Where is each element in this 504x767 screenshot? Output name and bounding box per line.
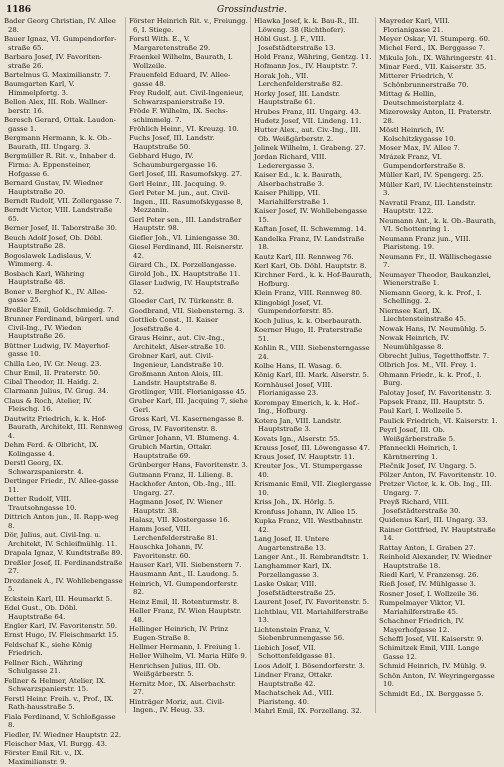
directory-entry: Grünberger Hans, Favoritenstr. 3. xyxy=(129,461,248,470)
directory-entry: Möstl Heinrich, IV. Kolschitzkygasse 10. xyxy=(379,126,456,143)
directory-entry: Kriss Joh., IX. Hörlg. 5. xyxy=(254,498,335,507)
directory-entry: Kolbe Hans, II. Wasag. 6. xyxy=(254,361,342,370)
directory-entry: Dertinger Friedr., IV. Allee-gasse 11. xyxy=(4,477,119,495)
directory-entry: Hauschka Johann, IV. Favoritenstr. 60. xyxy=(129,543,204,560)
directory-entry: Machatschek Ad., VIII. Piaristeng. 40. xyxy=(254,688,334,706)
directory-entry: Koch Julius, k. k. Oberbaurath. xyxy=(254,316,362,325)
directory-entry: Krauss Josef, III. Löwengasse 47. xyxy=(254,443,370,452)
directory-entry: Müller Karl, IV. Spengerg. 25. xyxy=(379,171,484,180)
directory-entry: Kautz Karl, III. Rennweg 76. xyxy=(254,252,354,261)
directory-entry: Fellner Rich., Währing Schulgasse 21. xyxy=(4,658,83,676)
directory-entry: Dreßler Josef, II. Ferdinandstraße 27. xyxy=(4,558,123,576)
directory-entry: Heinz Emil, II. Rotenturmstr. 8. xyxy=(129,597,240,606)
directory-entry: Neumayer Theodor, Baukanzlei, Wienerstraße 1. xyxy=(379,270,492,288)
directory-entry: Kornhäusel Josef, VIII. Florianigasse 23. xyxy=(254,380,333,398)
directory-entry: Palotay Josef, IV. Favoritenstr. 3. xyxy=(379,388,492,397)
directory-entry: Eckstein Karl, III. Heumarkt 5. xyxy=(4,594,113,603)
directory-entry: Hrubes Franz, III. Ungarg. 43. xyxy=(254,107,361,116)
directory-entry: Brunner Ferdinand, bürgerl. und Civil-Ing., IV. Wieden Hauptstraße 26. xyxy=(4,314,120,341)
directory-entry: Neumann Ant., k. k. Ob.-Baurath, VI. Schottenring 1. xyxy=(379,216,497,234)
directory-entry: Gottlieb Const., II. Kaiser Josefstraße 4. xyxy=(129,316,219,333)
directory-entry: Büttner Ludwig, IV. Mayerhof-gasse 10. xyxy=(4,341,110,359)
directory-entry: Reinhold Alexander, IV. Wiedner Hauptstraße 18. xyxy=(379,553,492,570)
directory-entry: Laske Oskar, VIII. Josefstädterstraße 25. xyxy=(254,580,336,598)
directory-entry: Kaiser Philipp, VII. Mariahilferstraße 1. xyxy=(254,189,329,207)
directory-entry: Neumann Fr., II. Wällischegasse 7. xyxy=(379,252,492,270)
directory-entry: Meyer Oskar, VI. Stumperg. 60. xyxy=(379,35,491,43)
running-head: Grossindustrie. xyxy=(217,5,287,15)
directory-entry: Förster Emil Rit. v., IX. Maximilianstr. 9. xyxy=(4,749,84,766)
directory-entry: Rattay Anton, I. Graben 27. xyxy=(379,543,476,552)
directory-entry: Detter Rudolf, VIII. Trautsohngasse 10. xyxy=(4,495,77,513)
directory-entry: Hamm Josef, VIII. Lerchenfelderstraße 81. xyxy=(129,525,218,542)
directory-entry: Schmidt Ed., IX. Berggasse 5. xyxy=(379,689,484,698)
directory-entry: Plečnik Josef, IV. Ungarg. 5. xyxy=(379,461,477,470)
directory-entry: Kupka Franz, VII. Westbahnstr. 42. xyxy=(254,517,364,534)
directory-entry: Bogoslawek Ladislaus, V. Wimmerg. 4. xyxy=(4,251,92,269)
directory-entry: Schimitzek Emil, VIII. Lange Gasse 12. xyxy=(379,644,480,661)
directory-entry: Pretzer Victor, k. k. Ob. Ing., III. Ungarg. 7. xyxy=(379,480,492,498)
directory-entry: Beuch Adolf Josef, Ob. Döbl. Hauptstraße 28. xyxy=(4,233,103,251)
directory-entry: Navratil Franz, III. Landstr. Hauptstr. 122. xyxy=(379,198,476,216)
directory-entry: Bergmüller R. Rit. v., Inhaber d. Firma: A. Eppensteiner, Hofgasse 6. xyxy=(4,152,116,178)
directory-entry: Hlawka Josef, k. k. Bau-R., III. Löweng. 38 (Richthofer). xyxy=(254,17,360,34)
directory-entry: Breßler Emil, Goldschmiedg. 7. xyxy=(4,305,114,314)
directory-entry: Dittrich Anton jun., II. Rapp-weg 8. xyxy=(4,513,119,531)
directory-entry: Claus & Roch, Atelier, IV. Fleischg. 16. xyxy=(4,396,92,414)
column-1 xyxy=(4,17,126,766)
directory-entry: Bernard Gustav, IV. Wiedner Hauptstraße 20. xyxy=(4,179,104,196)
directory-entry: Glaser Ludwig, IV. Hauptstraße 52. xyxy=(129,279,240,297)
directory-entry: Langer Ant., II. Rembrandtstr. 1. xyxy=(254,553,369,562)
directory-entry: Fröhlich Heinr., VI. Kreuzg. 10. xyxy=(129,125,239,133)
directory-entry: Chur Emil, II. Praterstr. 50. xyxy=(4,368,101,377)
directory-entry: Bader Georg Christian, IV. Allee 28. xyxy=(4,17,116,34)
directory-entry: Fiedler, IV. Wiedner Hauptstr. 22. xyxy=(4,730,122,739)
directory-entry: Hudetz Josef, VII. Lindeng. 11. xyxy=(254,116,362,125)
directory-entry: Graus Heinr., aut. Civ.-Ing., Architekt, Alser-straße 10. xyxy=(129,334,226,351)
directory-entry: Lang Josef, II. Untere Augartenstraße 13. xyxy=(254,535,330,552)
directory-entry: Schmid Heinrich, IV. Mühlg. 9. xyxy=(379,662,487,671)
directory-entry: Heinrich, VI. Gumpendorferstr. 82. xyxy=(129,579,239,597)
directory-entry: Koerner Hugo, II. Praterstraße 51. xyxy=(254,325,363,343)
directory-entry: Kandelka Franz, IV. Landstraße 18. xyxy=(254,234,365,252)
directory-entry: Olbrich Jos. M., VII. Frey. 1. xyxy=(379,361,477,370)
directory-entry: Clarmann Julius, IV. Grug. 34. xyxy=(4,387,109,396)
directory-entry: Girard Ch., IX. Porzellangasse. xyxy=(129,260,237,269)
directory-entry: Mayreder Karl, VIII. Florianigasse 21. xyxy=(379,17,450,34)
directory-entry: Grüner Johann, VI. Blumeng. 4. xyxy=(129,433,240,442)
directory-entry: Ferstl Heinr. Freih. v., Prof., IX. Rath-hausstraße 5. xyxy=(4,694,114,712)
directory-entry: Fraenkel Wilhelm, Baurath, I. Wollzeile. xyxy=(129,53,233,70)
columns xyxy=(4,17,500,766)
directory-entry: Bergmann Hermann, k. k. Ob.-Baurath, III. Ungarg. 3. xyxy=(4,134,112,151)
directory-entry: Grobner Karl, aut. Civil-Ingenieur, Landstraße 10. xyxy=(129,352,224,369)
directory-entry: König Karl, III. Mark. Alserstr. 5. xyxy=(254,371,369,380)
directory-entry: Boner v. Berghof K., IV. Allee-gasse 25. xyxy=(4,287,108,305)
directory-entry: Heller Wilhelm, VI. Maria Hilfe 9. xyxy=(129,652,247,661)
directory-entry: Rainer Gottfried, IV. Hauptstraße 14. xyxy=(379,525,496,543)
directory-entry: Horky Josef, III. Landstr. Hauptstraße 61. xyxy=(254,89,341,107)
directory-entry: Nowak Hans, IV. Neumühlg. 5. xyxy=(379,324,487,333)
directory-entry: Mikula Joh., IX. Währingerstr. 41. xyxy=(379,53,497,62)
directory-entry: Rosner Josef, I. Wollzeile 36. xyxy=(379,589,479,598)
page-number: 1186 xyxy=(6,5,32,15)
directory-entry: Beresch Gerard, Ottak. Laudon-gasse 1. xyxy=(4,116,116,133)
directory-entry: Hauser Karl, VII. Siebenstern 7. xyxy=(129,561,242,570)
directory-entry: Hellmer Hermann, I. Freiung 1. xyxy=(129,643,241,652)
directory-entry: Kaiser Ed., k. k. Baurath, Alserbachstraße 3. xyxy=(254,171,343,189)
directory-entry: Gross, IV. Favoritenstr. 8. xyxy=(129,424,218,433)
directory-entry: Mizerowsky Anton, II. Praterstr. 28. xyxy=(379,108,492,125)
directory-entry: Pfanneckli Heinrich, I. Kärntnerring 1. xyxy=(379,443,458,461)
directory-entry: Kirchner Ferd., k. k. Hof-Baurath, Hofburg. xyxy=(254,271,373,289)
directory-entry: Feldschaf K., siehe König Friedrich. xyxy=(4,640,93,658)
directory-entry: Mrázek Franz, VI. Gumpendorferstraße 8. xyxy=(379,153,466,171)
directory-entry: Jelinek Wilhelm, I. Grabeng. 27. xyxy=(254,144,366,153)
directory-entry: Lichtenstein Franz, V. Siebenbrunnengasse 56. xyxy=(254,625,345,643)
directory-entry: Pölzer Anton, IV. Favoritenstr. 10. xyxy=(379,471,497,480)
directory-entry: Förster Heinrich Rit. v., Freiungg. 6, I. Stiege. xyxy=(129,17,248,34)
directory-entry: Berndt Victor, VIII. Landstraße 65. xyxy=(4,206,113,223)
directory-entry: Mitterer Friedrich, V. Schönbrunnerstraße 70. xyxy=(379,72,469,89)
directory-entry: Rumpelmayer Viktor, VI. Mariahilferstraße 45. xyxy=(379,598,465,616)
directory-entry: Heller Franz, IV. Wien Hauptstr. 48. xyxy=(129,607,242,624)
directory-entry: Hold Franz, Währing, Gentzg. 11. xyxy=(254,53,372,61)
page-header xyxy=(4,4,500,17)
directory-entry: Rieß Josef, IV. Mühlgasse 3. xyxy=(379,580,476,589)
directory-entry: Riedl Karl, V. Franzensg. 26. xyxy=(379,571,479,580)
directory-entry: Gerl Peter M. jun., aut. Civil-Ingen., III. Rasumofskygasse 8, Mezzanin. xyxy=(129,188,243,215)
directory-entry: Hutter Alex., aut. Civ.-Ing., III. Ob. Weißgärberstr. 2. xyxy=(254,126,361,143)
directory-entry: Klein Franz, VIII. Rennweg 80. xyxy=(254,289,363,298)
directory-entry: Jordan Richard, VIII. Lederergasse 3. xyxy=(254,153,327,171)
directory-entry: Langhammer Karl, IX. Porzellangasse 3. xyxy=(254,562,332,580)
directory-entry: Höbl Gust. J. F., VIII. Josefstädterstraße 13. xyxy=(254,35,336,52)
directory-entry: Chilla Leo, IV. Gr. Neug. 23. xyxy=(4,359,102,368)
directory-entry: Klingobigl Josef, VI. Gumpendorferstr. 85. xyxy=(254,298,334,316)
directory-entry: Neumann Franz jun., VIII. Piaristeng. 19. xyxy=(379,234,471,252)
directory-entry: Preyß Richard, VIII. Josefstädterstraße 30. xyxy=(379,498,461,516)
directory-entry: Dautwitz Friedrich, k. k. Hof-Baurath, Architekt, III. Rennweg 4. xyxy=(4,414,123,441)
directory-entry: Grubich Martin, Ottakr. Hauptstraße 69. xyxy=(129,443,212,460)
directory-entry: Gerl Peter sen., III. Landstraßer Hauptstr. 98. xyxy=(129,215,242,233)
directory-entry: Hofmann Jos., IV. Hauptstr. 7. xyxy=(254,62,358,71)
directory-entry: Bauer Ignaz, VI. Gumpendorfer-straße 65. xyxy=(4,35,117,52)
directory-entry: Hellinger Heinrich, IV. Prinz Eugen-Straße 8. xyxy=(129,625,229,642)
directory-entry: Gross Karl, VI. Kasernengasse 8. xyxy=(129,415,244,424)
directory-entry: Peyrl Josef, III. Ob. Weißgärberstraße 5. xyxy=(379,425,456,443)
directory-entry: Kraus Josef, IV. Hauptstr. 11. xyxy=(254,453,355,462)
directory-entry: Goodbrand, VII. Siebensterng. 3. xyxy=(129,306,245,315)
directory-entry: Hausmann Ant., II. Laudong. 5. xyxy=(129,570,239,579)
directory-entry: Mahrl Emil, IX. Porzellang. 32. xyxy=(254,706,362,715)
directory-entry: Fuchs Josef, III. Landstr. Hauptstraße 50. xyxy=(129,134,215,151)
directory-entry: Kotera Jan, VIII. Landstr. Hauptstraße 3. xyxy=(254,416,342,434)
directory-entry: Großmann Anton Alois, III. Landstr. Hauptstraße 8. xyxy=(129,370,224,387)
directory-entry: Hackhofer Anton, Ob.-Ing., III. Ungarg. 27. xyxy=(129,479,237,497)
column-2 xyxy=(129,17,251,713)
directory-entry: Loos Adolf, I. Bösendorferstr. 3. xyxy=(254,661,365,670)
directory-entry: Berndt Rudolf, VII. Zollergasse 7. xyxy=(4,197,122,205)
column-4 xyxy=(379,17,500,713)
directory-entry: Frauenfeld Eduard, IV. Allee-gasse 48. xyxy=(129,71,231,88)
directory-entry: Paulick Friedrich, VI. Kaiserstr. 1. xyxy=(379,416,498,425)
directory-entry: Bartelmus G. Maximilianstr. 7. xyxy=(4,71,111,79)
directory-entry: Kronfuss Johann, IV. Allee 15. xyxy=(254,507,358,516)
directory-entry: Cibal Theodor, II. Haidg. 2. xyxy=(4,378,100,387)
directory-entry: Henrichsen Julius, III. Ob. Weißgärberstr. 5. xyxy=(129,661,221,679)
directory-entry: Müller Karl, IV. Liechtensteinstr. 3. xyxy=(379,180,493,198)
directory-entry: Forstl With. E., V. Margaretenstraße 29. xyxy=(129,35,211,52)
directory-entry: Grotlinger, VIII. Florianigasse 45. xyxy=(129,388,247,397)
directory-entry: Laurent Josef, IV. Favoritenstr. 5. xyxy=(254,598,370,607)
directory-entry: Michel Ferd., IX. Berggasse 7. xyxy=(379,44,486,53)
directory-entry: Kovats Ign., Alserstr. 55. xyxy=(254,434,341,443)
directory-entry: Korompay Emerich, k. k. Hof.-Ing., Hofburg. xyxy=(254,398,360,416)
directory-entry: Kaiser Josef, IV. Wohllebengasse 15. xyxy=(254,207,367,225)
directory-entry: Bellon Alex, III. Rob. Wallner-berstr. 16. xyxy=(4,98,108,115)
directory-entry: Derstl Georg, IX. Schwarzspanierstr. 4. xyxy=(4,459,84,477)
directory-entry: Gloeder Carl, IV. Türkenstr. 8. xyxy=(129,297,234,306)
directory-entry: Gutmann Franz, II. Lilieng. 8. xyxy=(129,470,233,479)
directory-entry: Kaftan Josef, II. Schwemmg. 14. xyxy=(254,225,367,234)
directory-entry: Engler Karl, IV. Favoritenstr. 50. xyxy=(4,622,118,631)
directory-entry: Drozdanek A., IV. Wohllebengasse 5. xyxy=(4,576,123,594)
directory-entry: Giesel Ferdinand, III. Reisnerstr. 42. xyxy=(129,242,244,260)
directory-entry: Baumgarten Karl, V. Himmelpfortg. 3. xyxy=(4,80,75,97)
directory-entry: Bosbach Karl, Währing Hauptstraße 48. xyxy=(4,269,85,287)
directory-entry: Halasz, VII. Klostergasse 16. xyxy=(129,515,230,524)
directory-entry: Horak Joh., VII. Lerchenfelderstraße 82. xyxy=(254,71,343,89)
directory-entry: Niernsee Karl, IX. Liechtensteinstraße 45. xyxy=(379,306,467,324)
directory-entry: Edel Gust., Ob. Döbl. Hauptstraße 64. xyxy=(4,604,78,621)
directory-entry: Liebich Josef, VII. Schottenfeldgasse 81. xyxy=(254,643,336,661)
directory-entry: Lindner Franz, Ottakr. Hauptstraße 42. xyxy=(254,670,333,688)
directory-entry: Dör, Julius, aut. Civil-Ing. u. Architekt, IV. Schleifmühlg. 11. xyxy=(4,531,118,549)
directory-entry: Gerl Heinr., III. Jacquing. 9. xyxy=(129,179,227,188)
directory-entry: Berner Josef, II. Taborstraße 30. xyxy=(4,224,118,233)
directory-entry: Schachner Friedrich, IV. Mayerhofgasse 12. xyxy=(379,616,465,634)
directory-entry: Kohlin R., VIII. Siebensterngasse 24. xyxy=(254,343,370,361)
directory-entry: Scheffl Josef, VII. Kaiserstr. 9. xyxy=(379,634,484,643)
directory-entry: Krismanic Emil, VII. Zieglergasse 10. xyxy=(254,480,372,498)
directory-entry: Gebhard Hugo, IV. Schaumburgergasse 16. xyxy=(129,152,218,169)
directory-entry: Quidenus Karl, III. Ungarg. 33. xyxy=(379,516,488,525)
directory-entry: Gruber Karl, III. Jacquing 7, siehe Gerl. xyxy=(129,397,248,415)
directory-entry: Lichtblau, VII. Mariahilferstraße 13. xyxy=(254,607,369,625)
directory-entry: Hernitz Mor., IX. Alserbachstr. 27. xyxy=(129,679,236,697)
directory-entry: Mittag & Hellin, Deutschmeisterplatz 4. xyxy=(379,90,465,107)
column-3 xyxy=(254,17,376,713)
directory-entry: Ernst Hugo, IV. Fleischmarkt 15. xyxy=(4,631,119,640)
directory-entry: Kerl Karl, Ob. Döbl. Hauptstr. 8. xyxy=(254,262,367,271)
directory-entry: Gerl Josef, III. Rasumofskyg. 27. xyxy=(129,170,243,179)
directory-entry: Fleischer Max, VI. Burgg. 43. xyxy=(4,739,108,748)
directory-entry: Obrecht Julius, Tegetthoffstr. 7. xyxy=(379,352,490,361)
directory-entry: Drapala Ignaz, V. Kundtstraße 89. xyxy=(4,549,123,558)
directory-entry: Barbara Josef, IV. Favoriten-straße 26. xyxy=(4,53,103,70)
directory-entry: Paul Karl, I. Wollzeile 5. xyxy=(379,407,463,416)
directory-entry: Fellner & Helmer, Atelier, IX. Schwarzspanierstr. 15. xyxy=(4,676,106,694)
directory-entry: Nowak Heinrich, IV. Neumühlgasse 8. xyxy=(379,334,450,351)
directory-entry: Fröde F. Wilhelm, IX. Sechs-schimmelg. 7. xyxy=(129,107,228,124)
directory-entry: Ohmann Friedr., k. k. Prof., I. Burg. xyxy=(379,370,482,388)
directory-entry: Schön Anton, IV. Weyringergasse 10. xyxy=(379,671,495,689)
directory-entry: Minar Ferd., VII. Kaiserstr. 35. xyxy=(379,62,487,71)
directory-entry: Giefler Joh., VI. Liniengasse 30. xyxy=(129,233,240,242)
directory-entry: Frey Rudolf, aut. Civil-Ingenieur, Schwarzspanierstraße 19. xyxy=(129,89,244,106)
directory-entry: Fiala Ferdinand, V. Schloßgasse 8. xyxy=(4,712,116,730)
directory-entry: Girold Joh., IX. Hauptstraße 11. xyxy=(129,270,241,279)
directory-entry: Hagmann Josef, IV. Wiener Hauptstr. 38. xyxy=(129,497,223,515)
directory-entry: Niemann Georg, k. k. Prof., I. Schellingg. 2. xyxy=(379,288,482,306)
directory-entry: Dehm Ferd. & Olbricht, IX. Kolingasse 4. xyxy=(4,441,99,459)
directory-entry: Papsek Franz, III. Hauptstr. 5. xyxy=(379,397,485,406)
directory-entry: Moser Max, IV. Allee 7. xyxy=(379,144,460,153)
directory-entry: Hinträger Moriz, aut. Civil-Ingen., IV. Heug. 33. xyxy=(129,697,225,715)
directory-entry: Kreuter Jos., VI. Stumpergasse 40. xyxy=(254,462,363,480)
